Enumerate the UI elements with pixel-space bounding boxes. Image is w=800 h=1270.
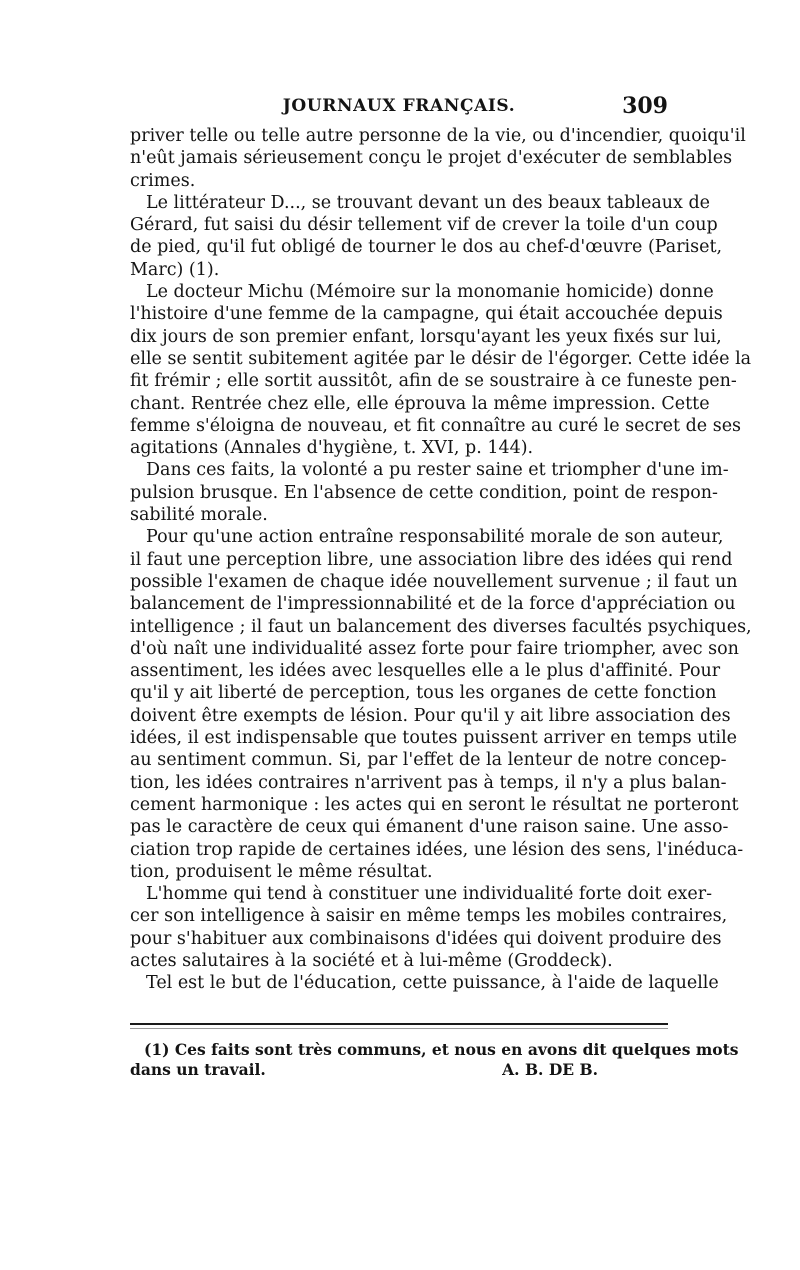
text-line: doivent être exempts de lésion. Pour qu'il y ait libre association des bbox=[130, 705, 731, 726]
text-line: tion, les idées contraires n'arrivent pas à temps, il n'y a plus balan- bbox=[130, 772, 727, 793]
text-line: actes salutaires à la société et à lui-même (Groddeck). bbox=[130, 950, 613, 971]
text-line: elle se sentit subitement agitée par le désir de l'égorger. Cette idée la bbox=[130, 348, 752, 369]
text-line: crimes. bbox=[130, 170, 196, 191]
text-line: tion, produisent le même résultat. bbox=[130, 861, 433, 882]
text-line: L'homme qui tend à constituer une individualité forte doit exer- bbox=[146, 884, 712, 905]
text-line: dix jours de son premier enfant, lorsqu'ayant les yeux fixés sur lui, bbox=[130, 326, 722, 347]
text-line: intelligence ; il faut un balancement des diverses facultés psychiques, bbox=[130, 616, 752, 637]
text-line: fit frémir ; elle sortit aussitôt, afin de se soustraire à ce funeste pen- bbox=[130, 371, 737, 392]
running-head: JOURNAUX FRANÇAIS. bbox=[282, 96, 516, 116]
page-number: 309 bbox=[622, 93, 668, 119]
footnote bbox=[130, 1040, 739, 1080]
text-line: de pied, qu'il fut obligé de tourner le dos au chef-d'œuvre (Pariset, bbox=[130, 237, 723, 258]
text-line: d'où naît une individualité assez forte pour faire triompher, avec son bbox=[130, 638, 739, 659]
text-line: Pour qu'une action entraîne responsabilité morale de son auteur, bbox=[146, 527, 724, 548]
text-line: chant. Rentrée chez elle, elle éprouva la même impression. Cette bbox=[130, 393, 710, 414]
text-line: cement harmonique : les actes qui en seront le résultat ne porteront bbox=[130, 794, 739, 815]
text-line: pulsion brusque. En l'absence de cette condition, point de respon- bbox=[130, 482, 718, 503]
page-header bbox=[130, 93, 668, 124]
footnote-line: (1) Ces faits sont très communs, et nous en avons dit quelques mots bbox=[144, 1040, 739, 1059]
text-line: ciation trop rapide de certaines idées, une lésion des sens, l'inéduca- bbox=[130, 839, 744, 860]
text-line: priver telle ou telle autre personne de la vie, ou d'incendier, quoiqu'il bbox=[130, 126, 746, 146]
text-line: agitations (Annales d'hygiène, t. XVI, p. 144). bbox=[130, 438, 534, 459]
text-line: idées, il est indispensable que toutes puissent arriver en temps utile bbox=[130, 728, 738, 749]
text-line: pour s'habituer aux combinaisons d'idées qui doivent produire des bbox=[130, 928, 722, 949]
text-line: au sentiment commun. Si, par l'effet de la lenteur de notre concep- bbox=[130, 750, 727, 771]
footnote-line: dans un travail. bbox=[130, 1060, 266, 1079]
footnote-separator bbox=[130, 1023, 668, 1025]
text-line: Marc) (1). bbox=[130, 259, 220, 280]
body-text bbox=[130, 125, 752, 995]
text-line: qu'il y ait liberté de perception, tous les organes de cette fonction bbox=[130, 683, 717, 704]
text-line: cer son intelligence à saisir en même temps les mobiles contraires, bbox=[130, 906, 728, 927]
text-line: Le littérateur D..., se trouvant devant un des beaux tableaux de bbox=[146, 192, 711, 213]
text-line: femme s'éloigna de nouveau, et fit connaître au curé le secret de ses bbox=[130, 415, 742, 436]
footnote-separator-thin bbox=[130, 1028, 668, 1029]
text-line: Le docteur Michu (Mémoire sur la monomanie homicide) donne bbox=[146, 282, 714, 303]
text-line: Tel est le but de l'éducation, cette puissance, à l'aide de laquelle bbox=[146, 973, 719, 994]
text-line: Dans ces faits, la volonté a pu rester saine et triompher d'une im- bbox=[146, 460, 729, 481]
text-line: assentiment, les idées avec lesquelles elle a le plus d'affinité. Pour bbox=[130, 661, 721, 682]
footnote-signature: A. B. DE B. bbox=[502, 1060, 598, 1079]
footnote-row bbox=[130, 1060, 668, 1080]
text-line: l'histoire d'une femme de la campagne, qui était accouchée depuis bbox=[130, 304, 723, 325]
text-line: balancement de l'impressionnabilité et de la force d'appréciation ou bbox=[130, 594, 736, 615]
text-line: n'eût jamais sérieusement conçu le projet d'exécuter de semblables bbox=[130, 148, 733, 169]
text-line: Gérard, fut saisi du désir tellement vif de crever la toile d'un coup bbox=[130, 215, 718, 236]
text-line: il faut une perception libre, une association libre des idées qui rend bbox=[130, 549, 733, 570]
text-line: sabilité morale. bbox=[130, 505, 268, 526]
text-line: pas le caractère de ceux qui émanent d'une raison saine. Une asso- bbox=[130, 817, 729, 838]
text-line: possible l'examen de chaque idée nouvellement survenue ; il faut un bbox=[130, 571, 738, 592]
